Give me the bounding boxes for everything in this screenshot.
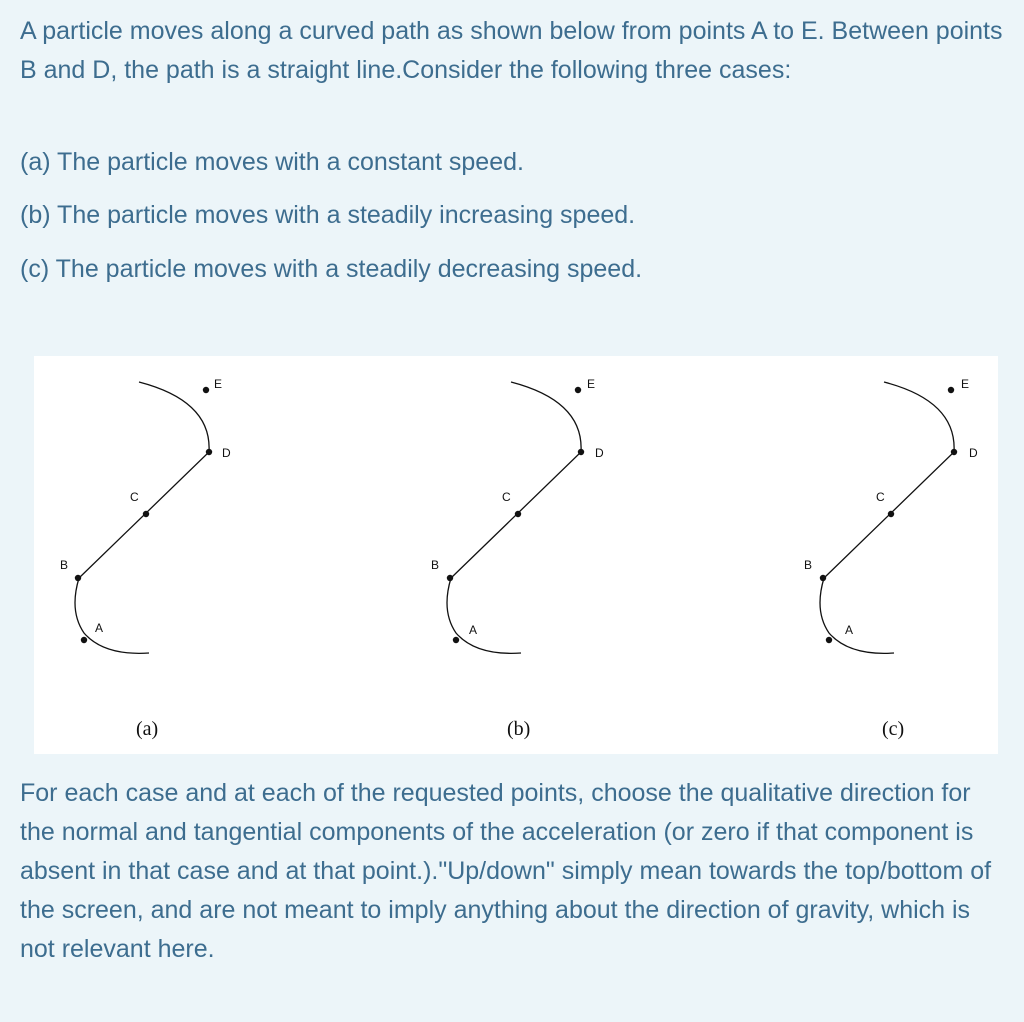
point-a-label: A [469, 623, 478, 637]
point-c-dot [143, 511, 149, 517]
point-e-label: E [961, 377, 970, 391]
point-d-dot [578, 449, 584, 455]
point-e-dot [203, 387, 209, 393]
point-b-label: B [60, 558, 69, 572]
point-d-dot [951, 449, 957, 455]
caption-a: (a) [136, 718, 159, 740]
path-curve-b [447, 382, 581, 653]
point-a-label: A [845, 623, 854, 637]
path-curve-a [75, 382, 209, 653]
path-figure [34, 356, 998, 754]
point-a-dot [826, 637, 832, 643]
point-c-label: C [502, 490, 511, 504]
caption-c: (c) [882, 718, 905, 740]
point-c-dot [515, 511, 521, 517]
point-a-label: A [95, 621, 104, 635]
point-c-label: C [130, 490, 139, 504]
point-b-dot [75, 575, 81, 581]
point-a-dot [453, 637, 459, 643]
case-c-text: (c) The particle moves with a steadily decreasing speed. [20, 255, 643, 283]
point-d-label: D [222, 446, 231, 460]
point-c-dot [888, 511, 894, 517]
point-e-dot [948, 387, 954, 393]
point-d-label: D [595, 446, 604, 460]
point-e-label: E [587, 377, 596, 391]
point-d-dot [206, 449, 212, 455]
path-curve-c [820, 382, 954, 653]
point-e-label: E [214, 377, 223, 391]
point-a-dot [81, 637, 87, 643]
path-diagrams-svg [34, 356, 998, 754]
panel-c [804, 377, 978, 740]
point-b-label: B [804, 558, 813, 572]
point-c-label: C [876, 490, 885, 504]
point-e-dot [575, 387, 581, 393]
case-a-text: (a) The particle moves with a constant speed. [20, 148, 524, 176]
point-b-label: B [431, 558, 440, 572]
panel-b [431, 377, 604, 740]
intro-paragraph: A particle moves along a curved path as shown below from points A to E. Between points B and D, the path is a straight line.Consider the following three cases: [20, 17, 1003, 84]
case-b-text: (b) The particle moves with a steadily increasing speed. [20, 201, 636, 229]
point-d-label: D [969, 446, 978, 460]
point-b-dot [447, 575, 453, 581]
caption-b: (b) [507, 718, 531, 740]
point-b-dot [820, 575, 826, 581]
instructions-paragraph: For each case and at each of the requested points, choose the qualitative direction for the normal and tangential components of the acceleration (or zero if that component is absent in that case and at that point.)."Up/down" simply mean towards the top/bottom of the screen, and are not meant to imply anything about the direction of gravity, which is not relevant here. [20, 779, 992, 963]
panel-a [60, 377, 231, 740]
